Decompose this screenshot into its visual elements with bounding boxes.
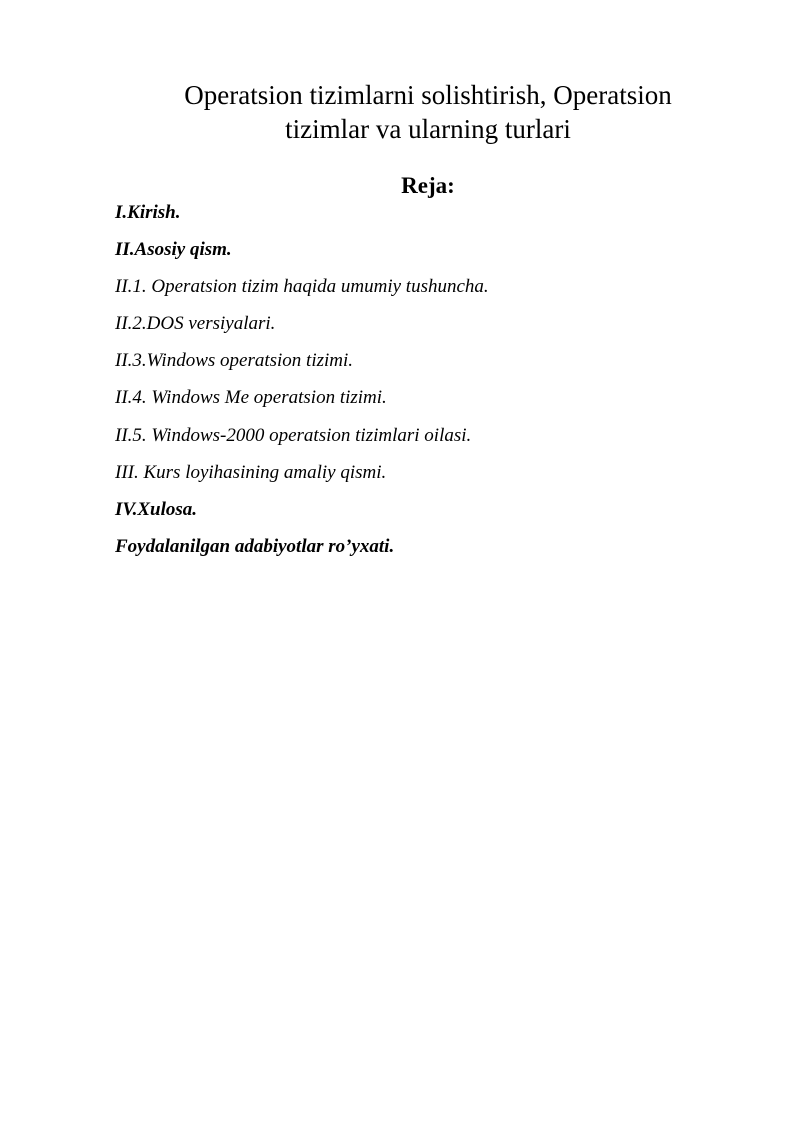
plan-item-references: Foydalanilgan adabiyotlar ro’yxati.	[115, 535, 395, 557]
plan-item-windows-2000: II.5. Windows-2000 operatsion tizimlari oilasi.	[115, 424, 472, 446]
plan-item-windows-me: II.4. Windows Me operatsion tizimi.	[115, 387, 387, 409]
plan-heading: Reja:	[401, 173, 455, 198]
plan-item-practical-part: III. Kurs loyihasining amaliy qismi.	[115, 461, 387, 483]
document-title: Operatsion tizimlarni solishtirish, Operatsion tizimlar va ularning turlari	[184, 80, 672, 144]
plan-item-dos-versions: II.2.DOS versiyalari.	[115, 313, 276, 335]
plan-item-introduction: I.Kirish.	[115, 202, 181, 223]
plan-item-os-overview: II.1. Operatsion tizim haqida umumiy tushuncha.	[115, 276, 489, 298]
plan-item-main-part: II.Asosiy qism.	[115, 239, 232, 261]
plan-item-conclusion: IV.Xulosa.	[115, 498, 198, 520]
plan-item-windows: II.3.Windows operatsion tizimi.	[115, 350, 354, 372]
plan-list	[115, 200, 735, 571]
